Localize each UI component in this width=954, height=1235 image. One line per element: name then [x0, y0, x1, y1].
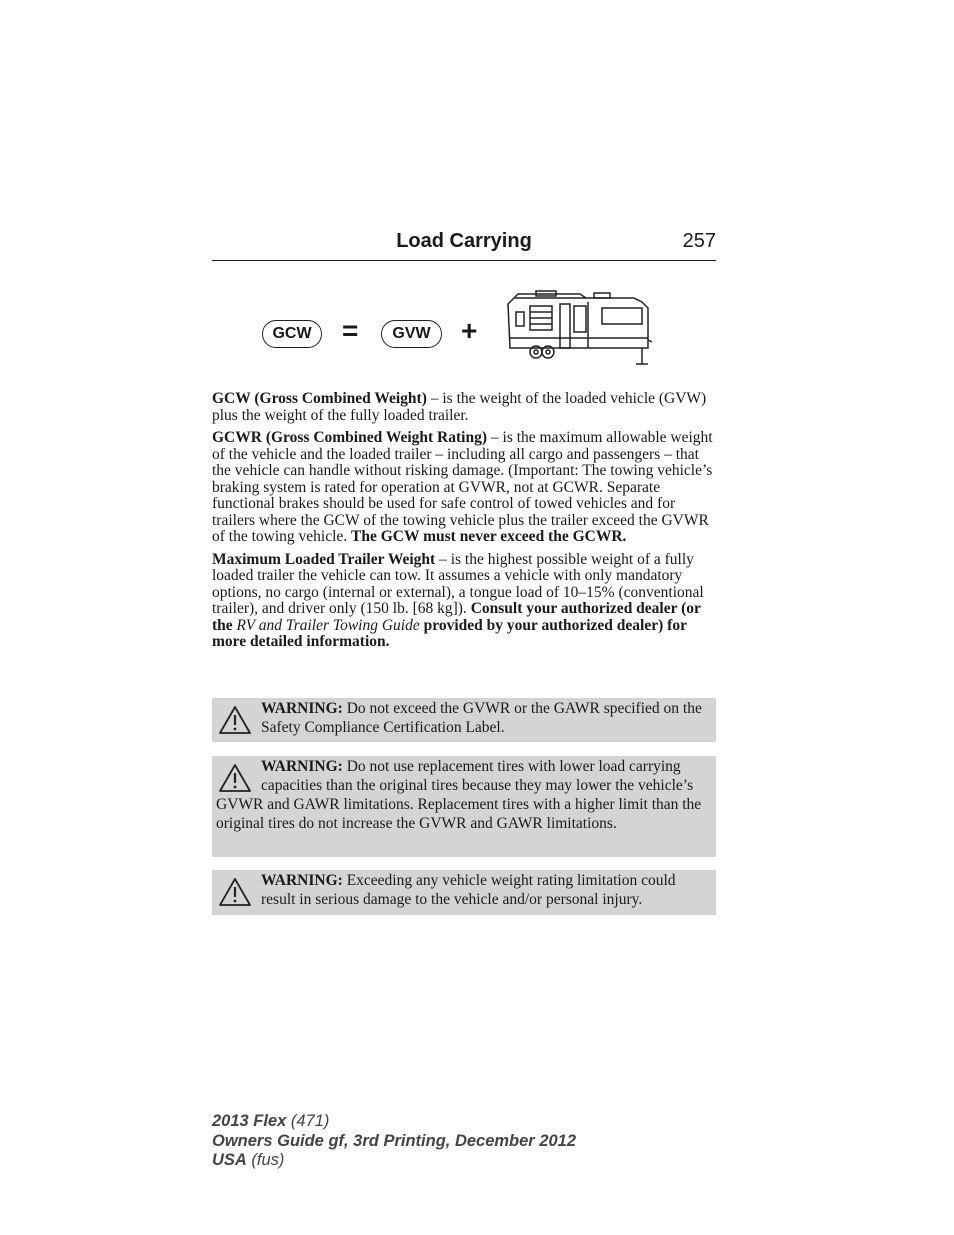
warning-label: WARNING: — [261, 758, 343, 775]
warning-box-2 — [212, 756, 716, 857]
section-title: Load Carrying — [396, 230, 532, 252]
gcw-equation-figure — [260, 290, 660, 370]
footer-market: USA — [212, 1151, 247, 1169]
trailer-icon — [502, 290, 652, 368]
towing-guide-title: RV and Trailer Towing Guide — [236, 616, 420, 634]
footer-model-code: (471) — [286, 1112, 330, 1130]
footer-guide: Owners Guide gf, 3rd Printing, December 2012 — [212, 1131, 577, 1150]
mltw-consult-1: Consult your authorized dealer (or the — [212, 600, 701, 634]
plus-sign: + — [461, 315, 478, 346]
gcwr-term: GCWR (Gross Combined Weight Rating) — [212, 429, 488, 446]
page-footer — [212, 1112, 576, 1171]
footer-market-code: (fus) — [246, 1151, 285, 1169]
warning-label: WARNING: — [261, 872, 343, 889]
warning-text: Do not use replacement tires with lower load carrying capacities than the original tires because they may lower the vehicle’s GVWR and GAWR limitations. Replacement tires with a higher limit than the original tires do not increase the GVWR and GAWR limitations. — [216, 758, 702, 832]
gvw-badge: GVW — [381, 320, 442, 348]
warning-triangle-icon — [218, 705, 252, 735]
page-number: 257 — [682, 230, 716, 252]
gcw-description: – is the weight of the loaded vehicle (GVW) plus the weight of the fully loaded trailer. — [212, 390, 707, 424]
gcw-definition — [212, 391, 716, 424]
page-header — [212, 228, 716, 261]
gcwr-bold-note: The GCW must never exceed the GCWR. — [351, 528, 627, 545]
gcw-term: GCW (Gross Combined Weight) — [212, 390, 427, 407]
gcwr-definition — [212, 430, 716, 546]
warning-box-1 — [212, 698, 716, 742]
body-text — [212, 391, 716, 657]
footer-model: 2013 Flex — [212, 1112, 287, 1130]
mltw-description: – is the highest possible weight of a fully loaded trailer the vehicle can tow. It assumes a vehicle with only mandatory options, no cargo (internal or external), a tongue load of 10–15% (conventional trailer), and driver only (150 lb. [68 kg]). — [212, 550, 704, 617]
warning-triangle-icon — [218, 877, 252, 907]
mltw-term: Maximum Loaded Trailer Weight — [212, 550, 436, 568]
warning-box-3 — [212, 870, 716, 915]
warning-label: WARNING: — [261, 700, 343, 717]
warning-text: Do not exceed the GVWR or the GAWR specified on the Safety Compliance Certification Label. — [261, 700, 702, 736]
footer-model-line — [212, 1112, 576, 1132]
footer-guide-line — [212, 1132, 576, 1152]
warning-text: Exceeding any vehicle weight rating limitation could result in serious damage to the vehicle and/or personal injury. — [261, 872, 676, 908]
warning-triangle-icon — [218, 763, 252, 793]
mltw-consult-2: provided by your authorized dealer) for more detailed information. — [212, 616, 687, 650]
equals-sign: = — [342, 315, 359, 346]
gcw-badge: GCW — [262, 320, 322, 348]
gcwr-description: – is the maximum allowable weight of the vehicle and the loaded trailer – including all cargo and passengers – that the vehicle can handle without risking damage. (Important: The towing vehicle’s braking system is rated for operation at GVWR, not at GCWR. Separate functional brakes should be used for safe control of towed vehicles and for trailers where the GCW of the towing vehicle plus the trailer exceed the GVWR of the towing vehicle. — [212, 429, 713, 545]
footer-market-line — [212, 1151, 576, 1171]
mltw-definition — [212, 552, 716, 651]
